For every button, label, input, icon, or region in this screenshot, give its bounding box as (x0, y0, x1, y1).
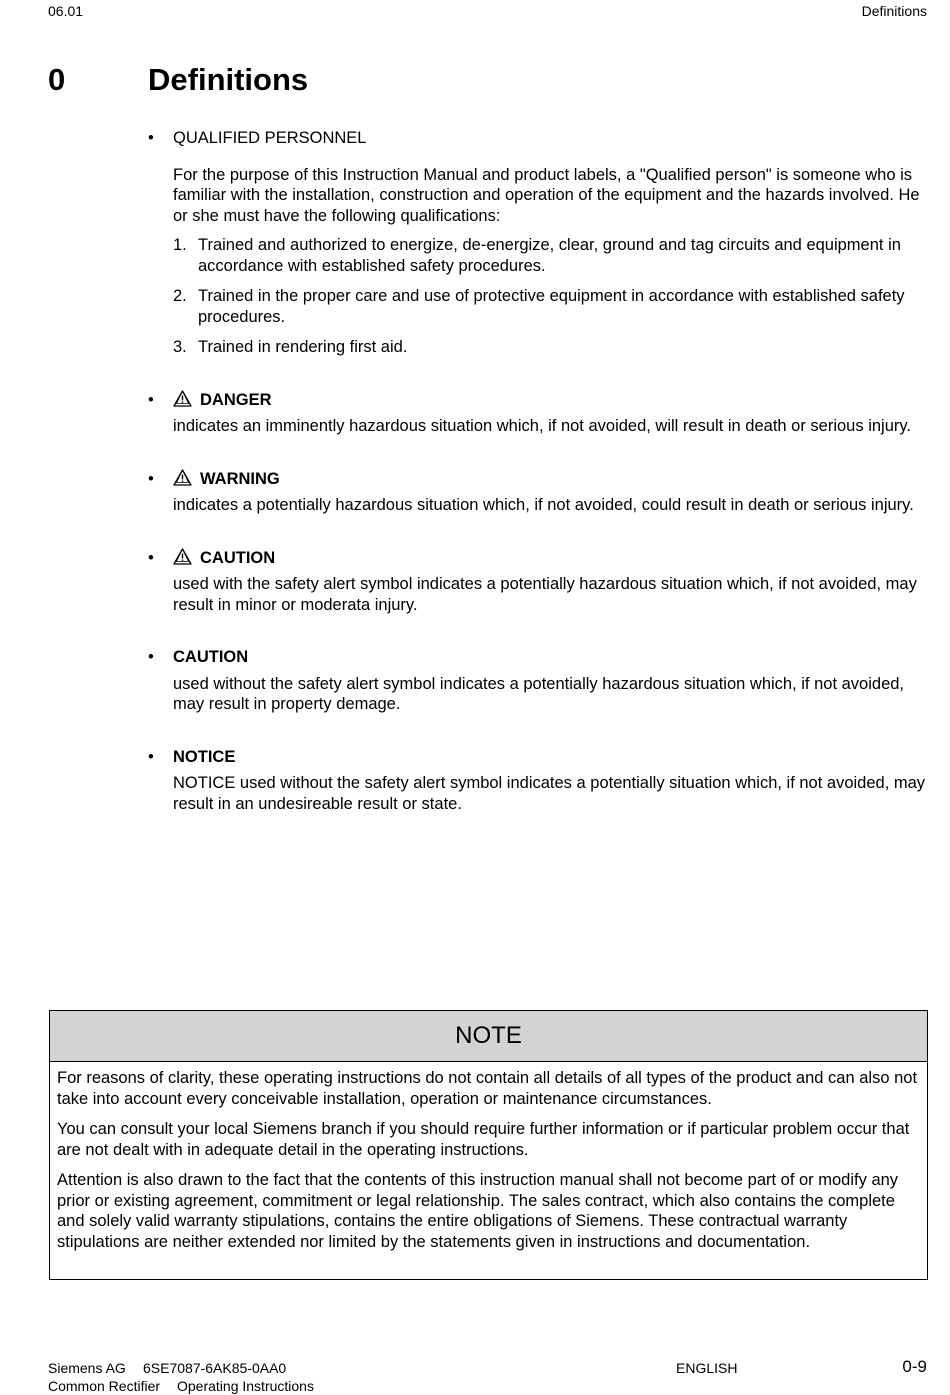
bullet: • (148, 129, 154, 147)
notice-title: NOTICE (173, 747, 236, 766)
footer-product: Common Rectifier (48, 1378, 161, 1394)
definitions-content (148, 128, 928, 814)
caution-plain-title: CAUTION (173, 648, 249, 666)
caution-plain-description: used without the safety alert symbol indicates a potentially hazardous situation which, if not avoided, may result in property demage. (173, 674, 905, 713)
note-box (49, 1010, 928, 1280)
footer-order-code: 6SE7087-6AK85-0AA0 (143, 1360, 287, 1376)
note-paragraph: Attention is also drawn to the fact that the contents of this instruction manual shall not become part of or modify any prior or existing agreement, commitment or legal relationship. The sales contract, which also contains the complete and solely valid warranty stipulations, contains the entire obligations of Siemens. These contractual warranty stipulations are neither extended nor limited by the statements given in instructions and documentation. (57, 1171, 899, 1251)
alert-triangle-icon (173, 548, 192, 565)
note-paragraph: For reasons of clarity, these operating instructions do not contain all details of all types of the product and can also not take into account every conceivable installation, operation or maintenance circumstances. (57, 1069, 918, 1108)
header-date: 06.01 (48, 3, 84, 19)
bullet: • (148, 648, 154, 666)
footer-language: ENGLISH (676, 1360, 738, 1376)
list-item (173, 235, 928, 276)
list-text: Trained in the proper care and use of protective equipment in accordance with established safety procedures. (198, 287, 905, 326)
bullet: • (148, 469, 154, 488)
caution-symbol-item (148, 548, 928, 616)
chapter-number: 0 (48, 62, 66, 97)
caution-plain-item (148, 647, 928, 715)
list-number: 2. (173, 287, 187, 305)
footer-company: Siemens AG (48, 1360, 126, 1376)
warning-item (148, 469, 928, 516)
danger-description: indicates an imminently hazardous situation which, if not avoided, will result in death or serious injury. (173, 417, 911, 435)
note-title: NOTE (50, 1011, 927, 1062)
qualified-title: QUALIFIED PERSONNEL (173, 129, 367, 147)
note-paragraph: You can consult your local Siemens branch if you should require further information or if particular problem occur that are not dealt with in adequate detail in the operating instructions. (57, 1120, 910, 1159)
list-text: Trained in rendering first aid. (198, 338, 408, 356)
qualified-intro: For the purpose of this Instruction Manual and product labels, a "Qualified person" is someone who is familiar with the installation, construction and operation of the equipment and the hazards involved. He or she must have the following qualifications: (173, 165, 920, 225)
caution-symbol-title-row (173, 548, 928, 569)
list-number: 1. (173, 236, 187, 254)
danger-title: DANGER (200, 390, 272, 409)
list-number: 3. (173, 338, 187, 356)
alert-triangle-icon (173, 390, 192, 407)
caution-symbol-title: CAUTION (200, 548, 276, 567)
bullet: • (148, 747, 154, 766)
qualified-personnel-item (148, 128, 928, 358)
caution-symbol-description: used with the safety alert symbol indicates a potentially hazardous situation which, if not avoided, may result in minor or moderata injury. (173, 575, 917, 614)
bullet: • (148, 548, 154, 567)
footer-doc-type: Operating Instructions (177, 1378, 314, 1394)
list-item (173, 337, 928, 358)
notice-description: NOTICE used without the safety alert symbol indicates a potentially situation which, if not avoided, may result in an undesireable result or state. (173, 774, 926, 813)
header-section: Definitions (861, 3, 927, 19)
note-body (50, 1062, 927, 1252)
list-text: Trained and authorized to energize, de-energize, clear, ground and tag circuits and equipment in accordance with established safety procedures. (198, 236, 901, 275)
page-number: 0-9 (902, 1357, 927, 1376)
warning-title: WARNING (200, 469, 280, 488)
chapter-title: Definitions (148, 62, 309, 97)
danger-title-row (173, 390, 928, 411)
bullet: • (148, 390, 154, 409)
notice-item (148, 747, 928, 815)
danger-item (148, 390, 928, 437)
alert-triangle-icon (173, 469, 192, 486)
warning-title-row (173, 469, 928, 490)
list-item (173, 286, 928, 327)
qualifications-list (173, 235, 928, 358)
warning-description: indicates a potentially hazardous situation which, if not avoided, could result in death or serious injury. (173, 496, 914, 514)
